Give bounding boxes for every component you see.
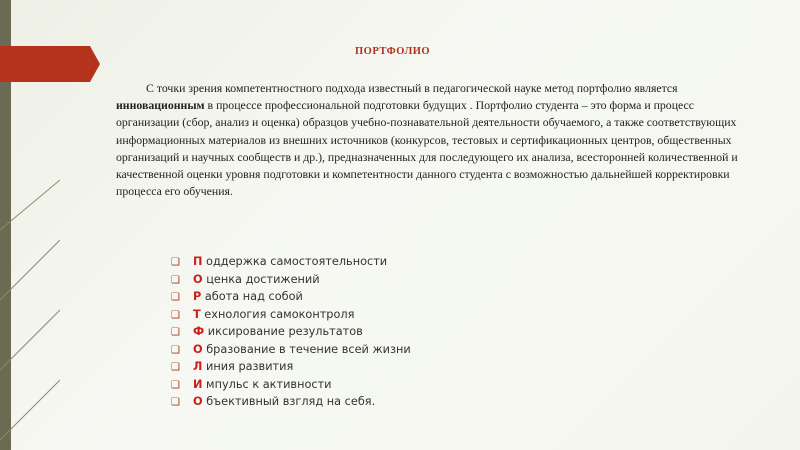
checkbox-bullet-icon: ❑ [171,397,180,408]
paragraph-text-1: С точки зрения компетентностного подхода известный в педагогической науке метод портфолио является [146,81,678,95]
list-item [171,341,411,359]
checkbox-bullet-icon: ❑ [171,379,180,391]
list-item [171,323,411,341]
paragraph-text-2: в процессе профессиональной подготовки будущих . Портфолио студента – это форма и процесс организации (сбор, анализ и оценка) образцов учебно-познавательной деятельности обучаемого, а также соответствующих информационных материалов из внешних источников (конкурсов, тестовых и сертификационных центров, общественных организаций и научных сообществ и др.), предназначенных для последующего их анализа, всесторонней количественной и качественной оценки уровня подготовки и компетентности данного студента с возможностью дальнейшей корректировки процесса его обучения. [116,98,738,199]
list-item [171,271,411,289]
body-paragraph [116,80,746,200]
list-item-text: оддержка самостоятельности [202,255,388,268]
list-item-letter: Р [193,290,202,303]
list-item-text: ехнология самоконтроля [200,307,355,321]
list-item [171,253,411,271]
slide-title: ПОРТФОЛИО [355,46,431,57]
title-accent-tab [0,46,100,82]
list-item-text: бъективный взгляд на себя. [202,395,376,408]
list-item-text: иния развития [202,360,294,373]
list-item [171,393,411,411]
list-item-text: ценка достижений [202,272,320,286]
list-item-letter: И [193,377,203,391]
list-item-letter: О [193,272,203,286]
checkbox-bullet-icon: ❑ [171,274,180,286]
checkbox-bullet-icon: ❑ [171,362,180,373]
list-item-letter: О [193,342,203,356]
checkbox-bullet-icon: ❑ [171,309,180,321]
list-item [171,376,411,394]
checkbox-bullet-icon: ❑ [171,292,180,303]
list-item-letter: Ф [193,325,205,338]
checkbox-bullet-icon: ❑ [171,344,180,356]
list-item-text: мпульс к активности [202,377,332,391]
list-item [171,306,411,324]
checkbox-bullet-icon: ❑ [171,257,180,268]
list-item [171,288,411,306]
list-item-letter: О [193,395,203,408]
list-item-letter: П [193,255,203,268]
list-item-letter: Л [193,360,203,373]
list-item-text: бразование в течение всей жизни [202,342,411,356]
list-item-text: абота над собой [201,290,303,303]
paragraph-bold-word: инновационным [116,98,205,113]
acronym-list [171,253,411,411]
list-item-letter: Т [193,307,201,321]
checkbox-bullet-icon: ❑ [171,327,180,338]
list-item [171,358,411,376]
list-item-text: иксирование результатов [204,325,363,338]
